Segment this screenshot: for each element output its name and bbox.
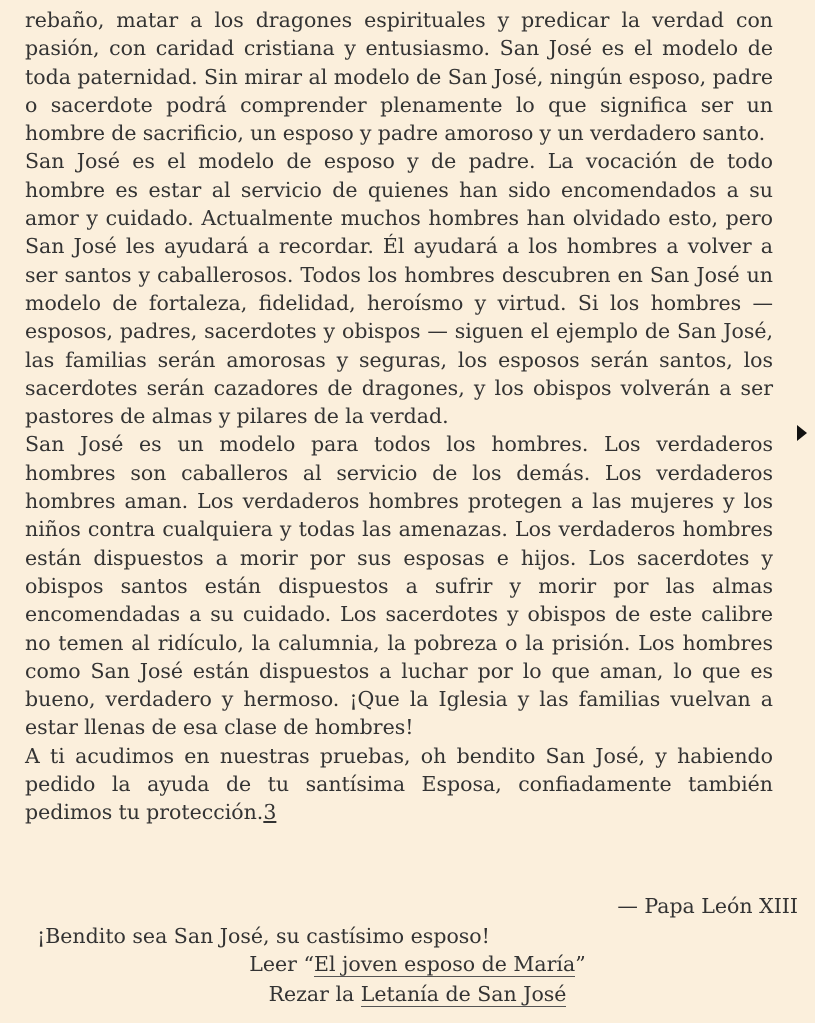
read-joven-esposo-link[interactable]: El joven esposo de María	[313, 952, 576, 976]
prayer-paragraph	[25, 742, 773, 827]
paragraph-1: rebaño, matar a los dragones espirituales y predicar la verdad con pasión, con caridad cristiana y entusiasmo. San José es el modelo de toda paternidad. Sin mirar al modelo de San José, ningún esposo, padre o sacerdote podrá comprender plenamente lo que significa ser un hombre de sacrificio, un esposo y padre amoroso y un verdadero santo.	[25, 8, 773, 146]
paragraph-2: San José es el modelo de esposo y de padre. La vocación de todo hombre es estar al servicio de quienes han sido encomendados a su amor y cuidado. Actualmente muchos hombres han olvidado esto, pero San José les ayudará a recordar. Él ayudará a los hombres a volver a ser santos y caballerosos. Todos los hombres descubren en San José un modelo de fortaleza, fidelidad, heroísmo y virtud. Si los hombres — esposos, padres, sacerdotes y obispos — siguen el ejemplo de San José, las familias serán amorosas y seguras, los esposos serán santos, los sacerdotes serán cazadores de dragones, y los obispos volverán a ser pastores de almas y pilares de la verdad.	[25, 149, 773, 429]
closing-line: ¡Bendito sea San José, su castísimo esposo!	[37, 924, 490, 948]
footnote-link[interactable]: 3	[263, 800, 277, 825]
read-link-line	[10, 950, 815, 978]
attribution: — Papa León XIII	[617, 894, 798, 918]
pray-prefix: Rezar la	[268, 982, 361, 1006]
main-text	[25, 6, 773, 827]
prayer-text: A ti acudimos en nuestras pruebas, oh bendito San José, y habiendo pedido la ayuda de tu santísima Esposa, confiadamente también pedimos tu protección.	[25, 743, 773, 825]
paragraph-3: San José es un modelo para todos los hombres. Los verdaderos hombres son caballeros al servicio de los demás. Los verdaderos hombres aman. Los verdaderos hombres protegen a las mujeres y los niños contra cualquiera y todas las amenazas. Los verdaderos hombres están dispuestos a morir por sus esposas e hijos. Los sacerdotes y obispos santos están dispuestos a sufrir y morir por las almas encomendadas a su cuidado. Los sacerdotes y obispos de este calibre no temen al ridículo, la calumnia, la pobreza o la prisión. Los hombres como San José están dispuestos a luchar por lo que aman, lo que es bueno, verdadero y hermoso. ¡Que la Iglesia y las familias vuelvan a estar llenas de esa clase de hombres!	[25, 432, 773, 740]
read-suffix: ”	[575, 952, 586, 976]
pray-link-line	[10, 980, 815, 1008]
read-prefix: Leer “	[249, 952, 314, 976]
next-page-arrow-icon[interactable]	[797, 425, 807, 441]
litany-link[interactable]: Letanía de San José	[360, 982, 567, 1006]
